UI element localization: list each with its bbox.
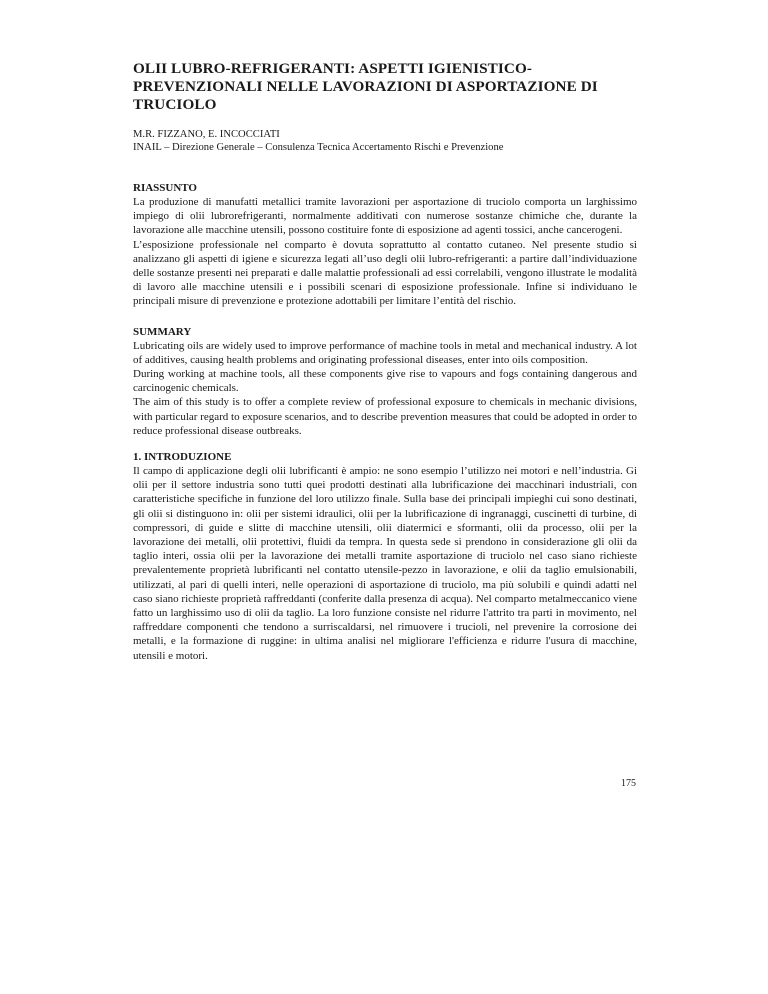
authors: M.R. FIZZANO, E. INCOCCIATI — [133, 129, 280, 140]
paper-title: OLII LUBRO-REFRIGERANTI: ASPETTI IGIENISTICO-PREVENZIONALI NELLE LAVORAZIONI DI ASPORTAZIONE DI TRUCIOLO — [133, 60, 598, 113]
affiliation: INAIL – Direzione Generale – Consulenza Tecnica Accertamento Rischi e Prevenzione — [133, 142, 504, 153]
page-number: 175 — [621, 778, 636, 789]
summary-heading: SUMMARY — [133, 325, 192, 338]
summary-paragraph: The aim of this study is to offer a complete review of professional exposure to chemicals in mechanic divisions, with particular regard to exposure scenarios, and to describe prevention measures that could be adopted in order to reduce professional disease outbreaks. — [133, 396, 637, 437]
summary-section — [133, 325, 637, 438]
introduzione-section — [133, 450, 637, 663]
riassunto-heading: RIASSUNTO — [133, 182, 197, 194]
riassunto-paragraph: La produzione di manufatti metallici tramite lavorazioni per asportazione di truciolo comporta un larghissimo impiego di olii lubrorefrigeranti, normalmente additivati con numerose sostanze chimiche che, durante la lavorazione alle macchine utensili, possono costituire fonte di esposizione ad agenti tossici, anche cancerogeni. — [133, 196, 637, 237]
paper-page — [133, 60, 637, 663]
summary-paragraph: Lubricating oils are widely used to improve performance of machine tools in metal and mechanical industry. A lot of additives, causing health problems and originating professional diseases, enter into oils composition. — [133, 339, 637, 366]
riassunto-paragraph: L’esposizione professionale nel comparto è dovuta soprattutto al contatto cutaneo. Nel presente studio si analizzano gli aspetti di igiene e sicurezza legati all’uso degli olii lubro-refrigeranti: a partire dall’individuazione delle sostanze presenti nei preparati e dalle malattie professionali ad essi correlabili, vengono illustrate le modalità di lavoro alle macchine utensili e i possibili scenari di esposizione professionale. Infine si individuano le principali misure di prevenzione e protezione adottabili per limitare l’entità del rischio. — [133, 238, 637, 308]
summary-paragraph: During working at machine tools, all these components give rise to vapours and fogs containing dangerous and carcinogenic chemicals. — [133, 368, 637, 395]
introduzione-paragraph: Il campo di applicazione degli olii lubrificanti è ampio: ne sono esempio l’utilizzo nei motori e nell’industria. Gi olii per il settore industria sono tutti quei prodotti destinati alla lubrificazione dei macchinari industriali, con caratteristiche specifiche in funzione del loro utilizzo finale. Sulla base dei principali impieghi cui sono destinati, gli olii si distinguono in: olii per sistemi idraulici, olii per la lubrificazione di ingranaggi, cuscinetti di turbine, di compressori, di guide e slitte di macchine utensili, olii diatermici e sformanti, olii da processo, olii per la lavorazione dei metalli, olii protettivi, fluidi da tempra. In questa sede si prendono in considerazione gli olii da taglio interi, ossia olii per la lavorazione dei metalli tramite asportazione di truciolo nel caso siano richieste prevalentemente proprietà lubrificanti nel contatto utensile-pezzo in lavorazione, e olii da taglio emulsionabili, utilizzati, al pari di quelli interi, nelle operazioni di asportazione di truciolo, ma più solubili e quindi adatti nel caso siano richieste proprietà raffreddanti (conferite dalla presenza di acqua). Nel comparto metalmeccanico viene fatto un larghissimo uso di olii da taglio. La loro funzione consiste nel ridurre l'attrito tra parti in movimento, nel raffreddare componenti che tendono a surriscaldarsi, nel rimuovere i trucioli, nel prevenire la corrosione dei metalli, e la formazione di ruggine: in ultima analisi nel migliorare l'efficienza e ridurre l'usura di macchine, utensili e motori. — [133, 465, 637, 662]
introduzione-heading: 1. INTRODUZIONE — [133, 451, 232, 464]
riassunto-section — [133, 181, 637, 309]
